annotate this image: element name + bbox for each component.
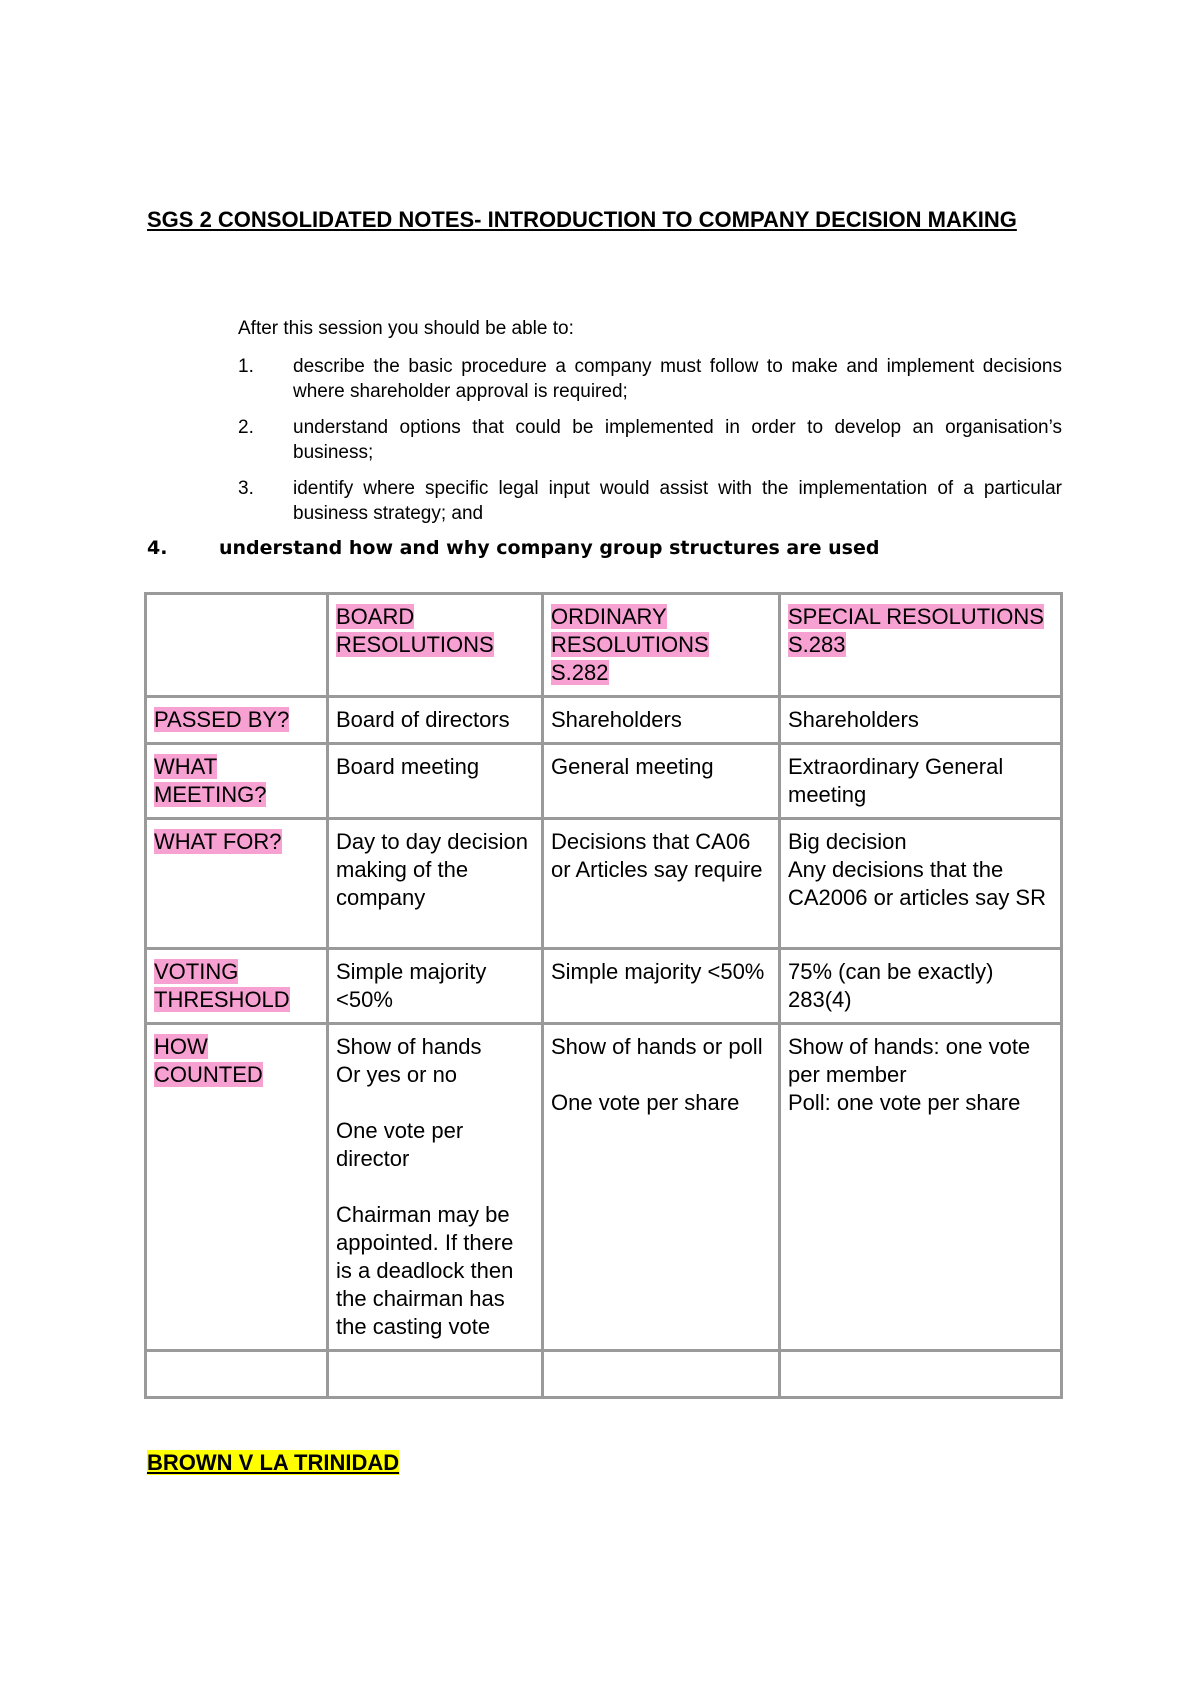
objectives-list (238, 354, 1062, 537)
objective-text: describe the basic procedure a company must follow to make and implement decisions where shareholder approval is required; (293, 356, 1062, 402)
highlighted-text: ORDINARY RESOLUTIONS S.282 (551, 604, 709, 685)
table-header-cell (543, 594, 780, 697)
row-label: PASSED BY? (154, 707, 290, 732)
table-row (146, 819, 1062, 949)
table-cell: Extraordinary General meeting (780, 744, 1062, 819)
objective-item-bold (147, 537, 879, 559)
objective-item (238, 354, 1062, 404)
objective-number: 3. (238, 478, 254, 499)
row-label: WHAT FOR? (154, 829, 282, 854)
table-cell: Board of directors (328, 697, 543, 744)
objective-number: 1. (238, 356, 254, 377)
objective-number: 2. (238, 417, 254, 438)
table-cell: 75% (can be exactly) 283(4) (780, 949, 1062, 1024)
table-row (146, 697, 1062, 744)
objective-text: understand how and why company group structures are used (219, 537, 880, 559)
table-cell (543, 1351, 780, 1398)
intro-text: After this session you should be able to: (238, 318, 574, 339)
case-heading (147, 1450, 399, 1476)
table-cell: Day to day decision making of the company (328, 819, 543, 949)
objective-number: 4. (147, 537, 168, 559)
row-label: VOTING THRESHOLD (154, 959, 290, 1012)
row-label-cell (146, 819, 328, 949)
table-cell: Show of hands Or yes or no One vote per director Chairman may be appointed. If there is a deadlock then the chairman has the casting vote (328, 1024, 543, 1351)
objective-text: identify where specific legal input would assist with the implementation of a particular business strategy; and (293, 478, 1062, 524)
row-label: HOW COUNTED (154, 1034, 263, 1087)
table-cell: Show of hands: one vote per member Poll: one vote per share (780, 1024, 1062, 1351)
objective-text: understand options that could be implemented in order to develop an organisation’s business; (293, 417, 1062, 463)
table-header-cell (146, 594, 328, 697)
highlighted-text: BROWN V LA TRINIDAD (147, 1450, 400, 1475)
row-label-cell (146, 744, 328, 819)
objective-item (238, 415, 1062, 465)
highlighted-text: SPECIAL RESOLUTIONS S.283 (788, 604, 1044, 657)
objective-item (238, 476, 1062, 526)
table-cell (328, 1351, 543, 1398)
page-title: SGS 2 CONSOLIDATED NOTES- INTRODUCTION TO COMPANY DECISION MAKING (147, 207, 1017, 232)
table-cell: Simple majority <50% (543, 949, 780, 1024)
table-row (146, 1024, 1062, 1351)
table-header-cell (780, 594, 1062, 697)
table-row-empty (146, 1351, 1062, 1398)
row-label-cell (146, 1024, 328, 1351)
table-cell (146, 1351, 328, 1398)
row-label-cell (146, 949, 328, 1024)
table-cell: Show of hands or poll One vote per share (543, 1024, 780, 1351)
table-cell: General meeting (543, 744, 780, 819)
row-label: WHAT MEETING? (154, 754, 267, 807)
table-header-cell (328, 594, 543, 697)
table-cell (780, 1351, 1062, 1398)
table-cell: Decisions that CA06 or Articles say require (543, 819, 780, 949)
table-header-row (146, 594, 1062, 697)
table-row (146, 949, 1062, 1024)
table-cell: Shareholders (780, 697, 1062, 744)
table-cell: Simple majority <50% (328, 949, 543, 1024)
table-cell: Board meeting (328, 744, 543, 819)
highlighted-text: BOARD RESOLUTIONS (336, 604, 494, 657)
resolutions-table (144, 592, 1063, 1399)
table-row (146, 744, 1062, 819)
row-label-cell (146, 697, 328, 744)
table-cell: Shareholders (543, 697, 780, 744)
table-cell: Big decision Any decisions that the CA2006 or articles say SR (780, 819, 1062, 949)
